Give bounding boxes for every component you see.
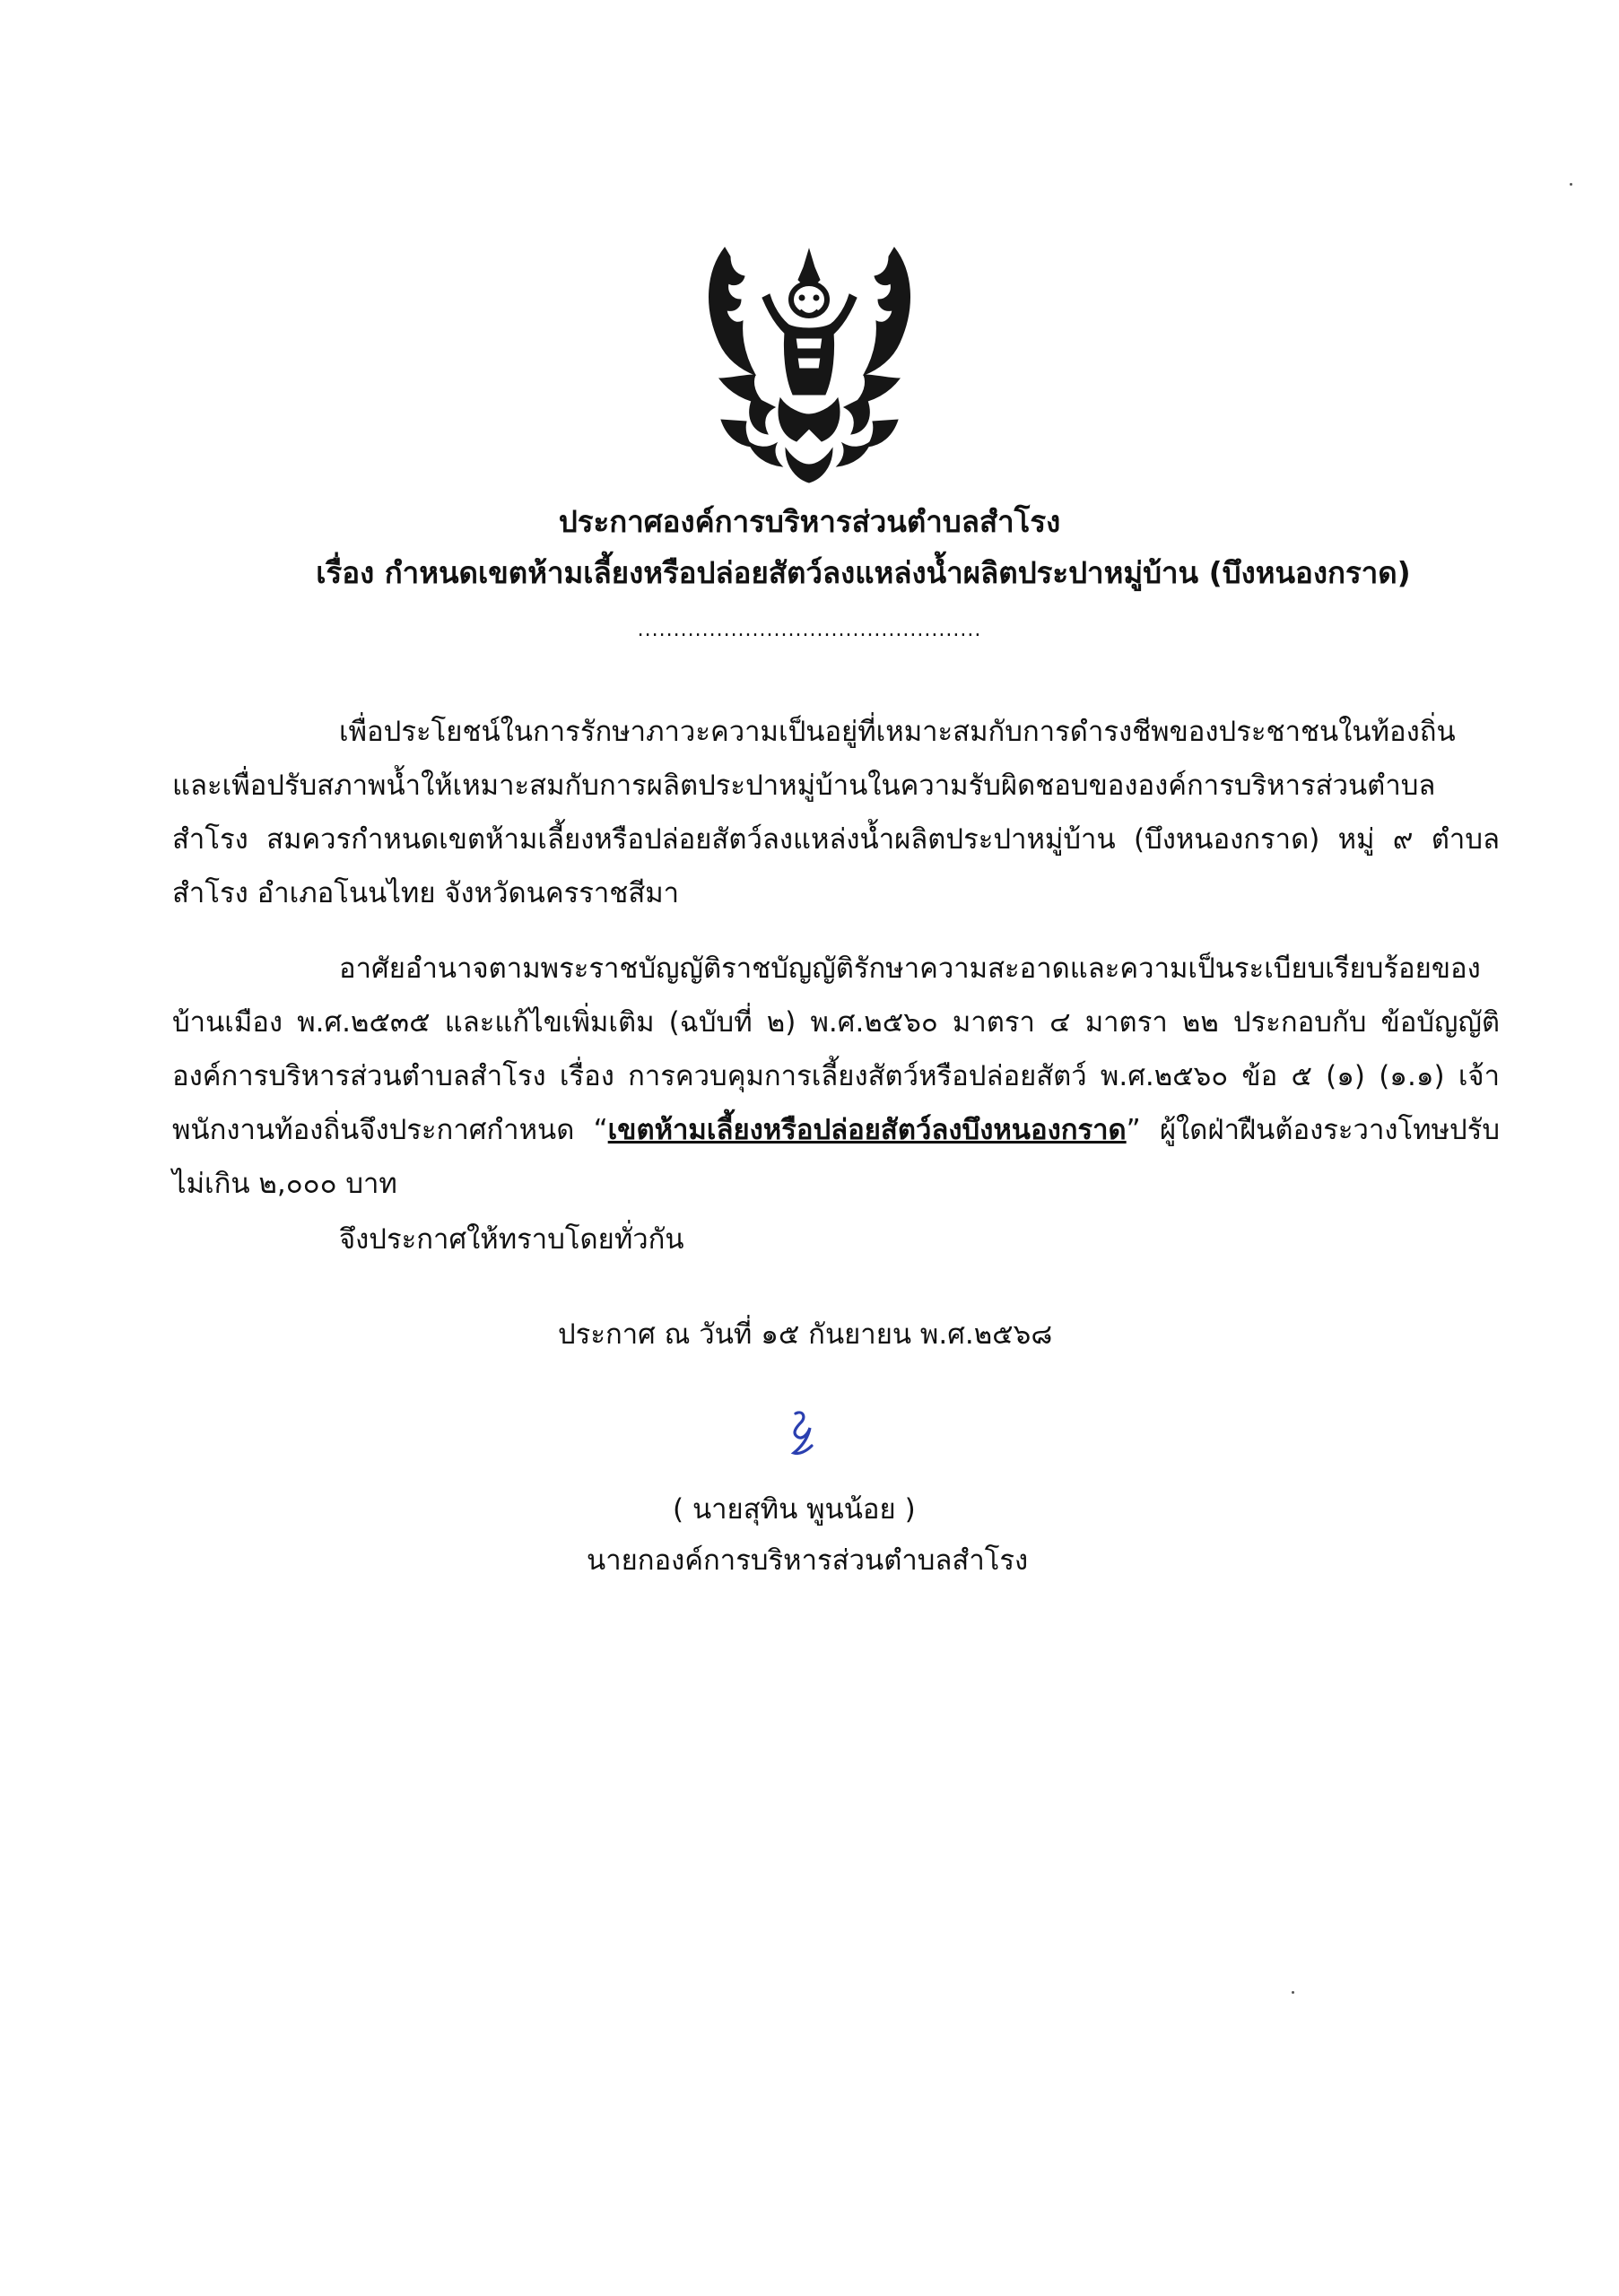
signature-icon (776, 1406, 830, 1469)
paragraph-authority (172, 942, 1500, 1211)
dotted-separator: ................................................ (637, 619, 982, 641)
garuda-emblem-icon (700, 244, 919, 486)
signatory-name: ( นายสุทิน พูนน้อย ) (673, 1493, 916, 1526)
paragraph-purpose: เพื่อประโยชน์ในการรักษาภาวะความเป็นอยู่ที่เหมาะสมกับการดำรงชีพของประชาชนในท้องถิ่นและเพื่อปรับสภาพน้ำให้เหมาะสมกับการผลิตประปาหมู่บ้านในความรับผิดชอบขององค์การบริหารส่วนตำบลสำโรง สมควรกำหนดเขตห้ามเลี้ยงหรือปล่อยสัตว์ลงแหล่งน้ำผลิตประปาหมู่บ้าน (บึงหนองกราด) หมู่ ๙ ตำบลสำโรง อำเภอโนนไทย จังหวัดนครราชสีมา (172, 716, 1500, 909)
closing-statement: จึงประกาศให้ทราบโดยทั่วกัน (339, 1223, 684, 1256)
announcement-date: ประกาศ ณ วันที่ ๑๕ กันยายน พ.ศ.๒๕๖๘ (558, 1318, 1053, 1351)
paragraph-penalty-text: ” ผู้ใดฝ่าฝืนต้องระวางโทษปรับไม่เกิน ๒,๐๐๐ บาท (172, 1114, 1501, 1200)
signatory-position: นายกองค์การบริหารส่วนตำบลสำโรง (587, 1544, 1029, 1577)
scan-speck (1292, 1991, 1294, 1994)
scan-speck (1570, 183, 1572, 186)
announcement-subject: เรื่อง กำหนดเขตห้ามเลี้ยงหรือปล่อยสัตว์ลงแหล่งน้ำผลิตประปาหมู่บ้าน (บึงหนองกราด) (316, 555, 1411, 590)
restricted-zone-highlight: เขตห้ามเลี้ยงหรือปล่อยสัตว์ลงบึงหนองกราด (607, 1114, 1127, 1146)
announcement-title: ประกาศองค์การบริหารส่วนตำบลสำโรง (558, 504, 1061, 539)
paragraph-authority-text: อาศัยอำนาจตามพระราชบัญญัติราชบัญญัติรักษาความสะอาดและความเป็นระเบียบเรียบร้อยของบ้านเมือง พ.ศ.๒๕๓๕ และแก้ไขเพิ่มเติม (ฉบับที่ ๒) พ.ศ.๒๕๖๐ มาตรา ๔ มาตรา ๒๒ ประกอบกับ ข้อบัญญัติองค์การบริหารส่วนตำบลสำโรง เรื่อง การควบคุมการเลี้ยงสัตว์หรือปล่อยสัตว์ พ.ศ.๒๕๖๐ ข้อ ๕ (๑) (๑.๑) เจ้าพนักงานท้องถิ่นจึงประกาศกำหนด “ (172, 952, 1500, 1146)
